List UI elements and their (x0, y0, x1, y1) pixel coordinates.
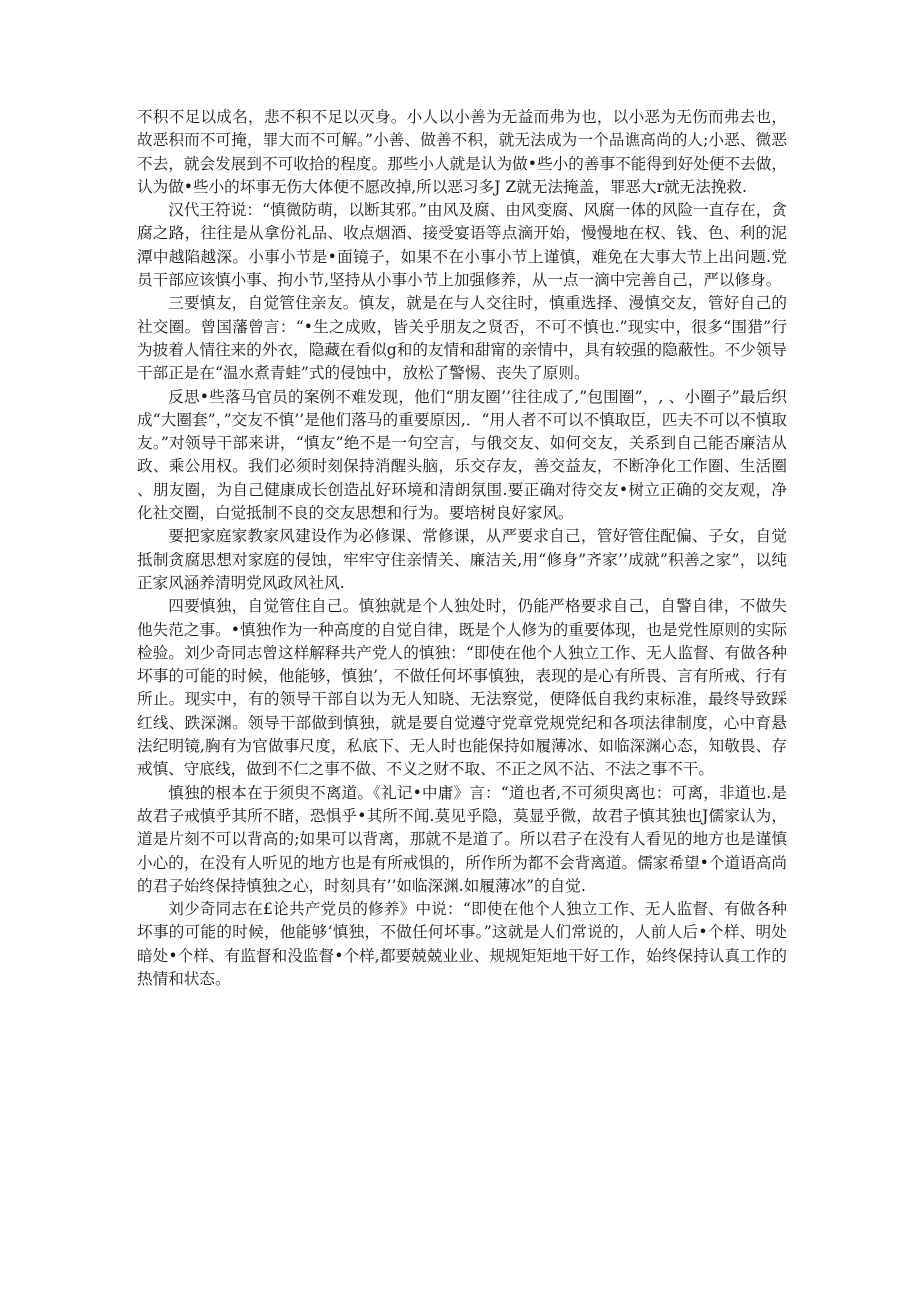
paragraph-8: 刘少奇同志在£论共产党员的修养》中说：“即使在他个人独立工作、无人监督、有做各种坏事的可能的时候，他能够‘慎独，不做任何坏事。”这就是人们常说的，人前人后•个样、明处暗处•个样、有监督和没监督•个样,都要兢兢业业、规规矩矩地干好工作，始终保持认真工作的热情和状态。 (137, 900, 787, 988)
paragraph-7: 慎独的根本在于须臾不离道。《礼记•中庸》言：“道也者,不可须臾离也：可离，非道也.是故君子戒慎乎其所不睹，恐惧乎•其所不闻.莫见乎隐，莫显乎微，故君子慎其独也J儒家认为，道是片刻不可以背高的;如果可以背离，那就不是道了。所以君子在没有人看见的地方也是谨慎小心的，在没有人听见的地方也是有所戒惧的，所作所为都不会背离道。儒家希望•个道语高尚的君子始终保持慎独之心，时刻具有’’如临深渊.如履薄冰”的自觉. (137, 783, 787, 895)
paragraph-2: 汉代王符说：“慎微防萌，以断其邪。”由风及腐、由风变腐、风腐一体的风险一直存在，贪腐之路，往往是从拿份礼品、收点烟酒、接受宴语等点滴开始，慢慢地在权、钱、色、利的泥潭中越陷越深。小事小节是•面镜子，如果不在小事小节上谨慎，难免在大事大节上出问题.党员干部应该慎小事、拘小节,坚持从小事小节上加强修养，从一点一滴中完善自己，严以修身。 (137, 201, 787, 290)
paragraph-5: 要把家庭家教家风建设作为必修课、常修课，从严要求自己，管好管住配偏、子女，自觉抵制贪腐思想对家庭的侵蚀，牢牢守住亲情关、廉洁关,用“修身”齐家’’成就”积善之家”，以纯正家风涵养清明党风政风社风. (137, 527, 787, 592)
paragraph-1: 不积不足以成名，悲不积不足以灭身。小人以小善为无益而弗为也，以小恶为无伤而弗去也，故恶积而不可掩，罪大而不可解。”小善、做善不积，就无法成为一个品谯高尚的人;小恶、微恶不去，就会发展到不可收拾的程度。那些小人就是认为做•些小的善事不能得到好处便不去做，认为做•些小的坏事无伤大体便不愿改掉,所以恶习多J Z就无法掩盖，罪恶大r就无法挽救. (137, 108, 787, 196)
paragraph-3: 三要慎友，自觉管住亲友。慎友，就是在与人交往时，慎重选择、漫慎交友，管好自己的社交圈。曾国藩曾言：“•生之成败，皆关乎朋友之贤否，不可不慎也.”现实中，很多“围猎”行为披着人情往来的外衣，隐藏在看似g和的友情和甜甯的亲情中，具有较强的隐蔽性。不少领导干部正是在“温水煮青蛙”式的侵蚀中，放松了警惕、丧失了原则。 (137, 294, 787, 383)
paragraph-4: 反思•些落马官员的案例不难发现，他们“朋友圈’’往往成了,”包围圈”，, 、小圈子”最后织成“大圈套”，”交友不慎’’是他们落马的重要原因,．“用人者不可以不慎取臣，匹夫不可以不慎取友。”对领导干部来讲，“慎友”绝不是一句空言，与俄交友、如何交友，关系到自己能否廉洁从政、乘公用权。我们必须时刻保持消醒头脑，乐交存友，善交益友，不断净化工作圈、生活圈、朋友圈，为自己健康成长创造乩好环境和清朗氛围.要正确对待交友•树立正确的交友观，净化社交圈，白觉抵制不良的交友思想和行为。要培树良好家风。 (137, 387, 787, 523)
document-body (137, 106, 787, 991)
paragraph-6: 四要慎独，自觉管住自己。慎独就是个人独处时，仍能严格要求自己，自警自律，不做失他失范之事。•慎独作为一种高度的自觉自律，既是个人修为的重要体现，也是党性原则的实际检验。刘少奇同志曾这样解释共产党人的慎独：“即使在他个人独立工作、无人监督、有做各种坏事的可能的时候，他能够，慎独’，不做任何坏事慎独，表现的是心有所畏、言有所戒、行有所止。现实中，有的领导干部自以为无人知晓、无法察觉，便降低自我约束标准，最终导致踩红线、跌深渊。领导干部做到慎独，就是要自觉遵守党章党规党纪和各项法律制度，心中育悬法纪明镜,胸有为官做事尺度，私底下、无人时也能保持如履薄冰、如临深渊心态，知敬畏、存戒慎、守底线，做到不仁之事不做、不义之财不取、不正之风不沾、不法之事不干。 (137, 597, 787, 779)
